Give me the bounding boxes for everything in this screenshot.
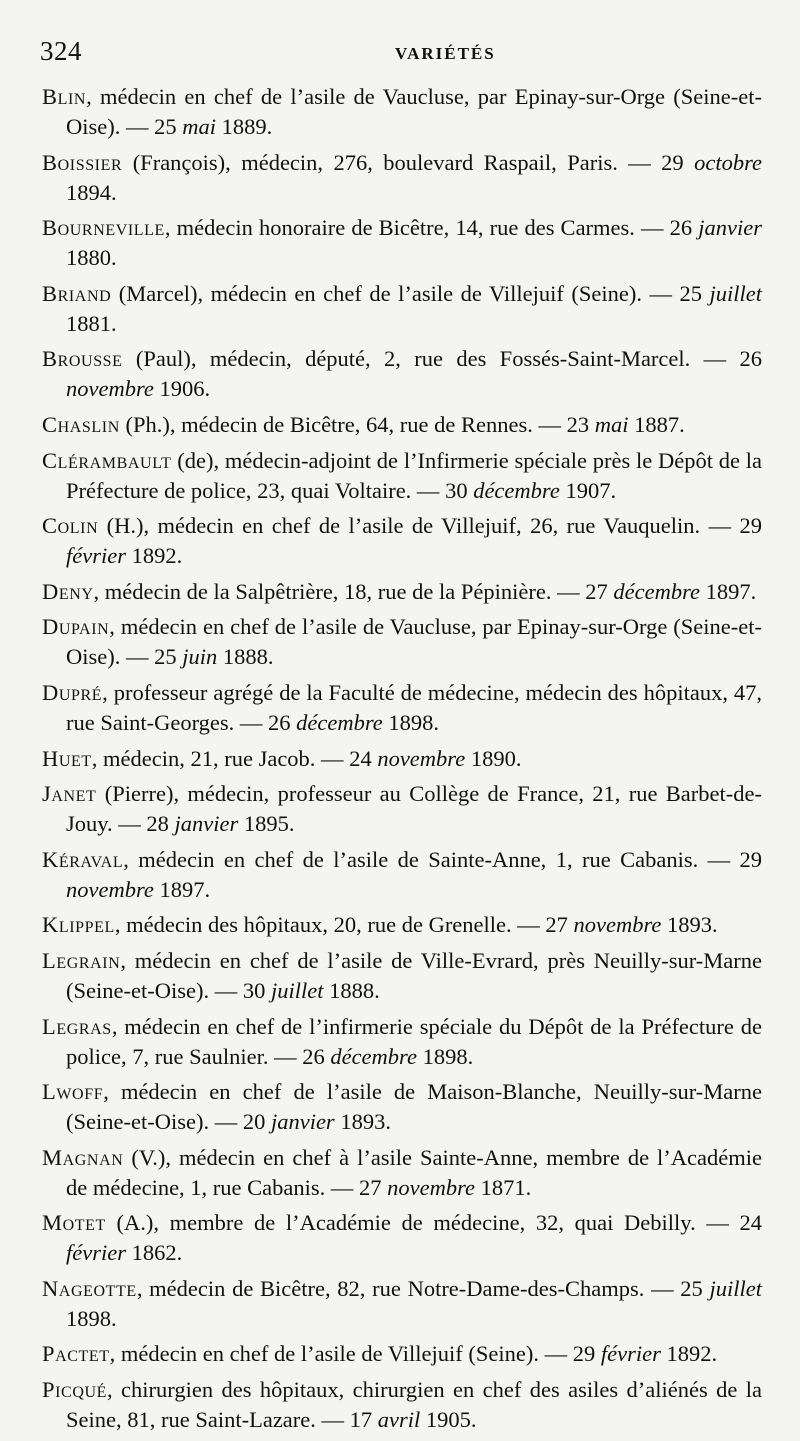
member-description: (de), médecin-adjoint de l’Infirmerie spéciale près le Dépôt de la Préfecture de police, 23, quai Voltaire. — (66, 447, 762, 503)
member-name: Nageotte (42, 1275, 137, 1301)
member-date-month: décembre (473, 477, 560, 503)
member-date-month: juillet (270, 977, 324, 1003)
list-item (42, 1339, 762, 1369)
member-date-day: 27 (359, 1174, 382, 1200)
member-date-day: 27 (585, 578, 608, 604)
member-date-year: 1898. (416, 1043, 474, 1069)
list-item (42, 1077, 762, 1137)
list-item (42, 1208, 762, 1268)
member-name: Deny (42, 578, 94, 604)
list-item (42, 410, 762, 440)
member-date-year: 1862. (125, 1240, 183, 1266)
member-list (42, 82, 762, 1441)
member-description: (Paul), médecin, député, 2, rue des Fossés-Saint-Marcel. — (122, 346, 740, 372)
member-name: Magnan (42, 1144, 124, 1170)
member-date-year: 1888. (323, 977, 380, 1003)
list-item (42, 946, 762, 1006)
member-date-month: novembre (66, 376, 154, 402)
member-date-month: mai (594, 411, 629, 437)
member-name: Motet (42, 1210, 106, 1236)
member-name: Brousse (42, 346, 123, 372)
member-name: Dupré (42, 679, 103, 705)
member-name: Legrain (42, 947, 121, 973)
member-date-day: 29 (661, 149, 684, 175)
list-item (42, 910, 762, 940)
member-date-year: 1906. (153, 376, 211, 402)
member-date-day: 24 (739, 1210, 762, 1236)
list-item (42, 446, 762, 506)
member-description: (A.), membre de l’Académie de médecine, 32, quai Debilly. — (105, 1210, 740, 1236)
member-name: Clérambault (42, 447, 172, 473)
member-name: Lwoff (42, 1079, 104, 1105)
member-date-day: 23 (566, 411, 590, 437)
page-number: 324 (40, 36, 82, 66)
member-description: (H.), médecin en chef de l’asile de Villejuif, 26, rue Vauquelin. — (98, 513, 740, 539)
member-date-month: février (600, 1341, 661, 1367)
member-date-day: 17 (349, 1407, 373, 1433)
running-head: VARIÉTÉS (395, 44, 496, 63)
member-name: Boissier (42, 149, 123, 175)
member-name: Legras (42, 1013, 112, 1039)
list-item (42, 511, 762, 571)
member-date-month: juin (182, 644, 218, 670)
member-description: , médecin de la Salpêtrière, 18, rue de la Pépinière. — (93, 578, 586, 604)
member-date-year: 1892. (660, 1341, 718, 1367)
member-date-day: 26 (739, 346, 762, 372)
member-date-year: 1895. (238, 811, 295, 837)
list-item (42, 1375, 762, 1435)
member-date-day: 27 (545, 912, 568, 938)
member-date-month: janvier (174, 811, 239, 837)
member-date-year: 1893. (661, 912, 718, 938)
list-item (42, 213, 762, 273)
member-name: Colin (42, 513, 99, 539)
member-name: Briand (42, 280, 112, 306)
member-date-month: décembre (613, 578, 700, 604)
member-date-year: 1905. (420, 1407, 477, 1433)
member-date-year: 1907. (559, 477, 617, 503)
member-date-day: 24 (349, 745, 372, 771)
member-date-month: octobre (694, 149, 763, 175)
member-description: , chirurgien des hôpitaux, chirurgien en chef des asiles d’aliénés de la Seine, 81, rue Saint-Lazare. — (66, 1377, 762, 1433)
page-header (40, 36, 760, 76)
member-date-year: 1880. (66, 245, 117, 271)
member-name: Blin (42, 84, 87, 109)
member-date-day: 25 (679, 280, 702, 306)
member-date-year: 1881. (66, 310, 117, 336)
member-date-year: 1887. (628, 411, 685, 437)
member-description: (Ph.), médecin de Bicêtre, 64, rue de Rennes. — (119, 411, 567, 437)
member-description: , médecin en chef de l’asile de Maison-Blanche, Neuilly-sur-Marne (Seine-et-Oise). — (66, 1079, 762, 1135)
member-date-month: décembre (330, 1043, 417, 1069)
member-date-month: novembre (387, 1174, 476, 1200)
member-date-month: novembre (66, 876, 154, 902)
member-description: , médecin de Bicêtre, 82, rue Notre-Dame-des-Champs. — (136, 1275, 681, 1301)
member-description: , médecin honoraire de Bicêtre, 14, rue des Carmes. — (164, 215, 670, 241)
member-date-year: 1888. (217, 644, 274, 670)
member-name: Klippel (42, 912, 115, 938)
member-name: Pactet (42, 1341, 110, 1367)
member-description: (François), médecin, 276, boulevard Raspail, Paris. — (122, 149, 662, 175)
member-date-day: 20 (242, 1109, 266, 1135)
member-date-year: 1871. (475, 1174, 532, 1200)
list-item (42, 279, 762, 339)
member-name: Kéraval (42, 846, 124, 872)
member-date-day: 29 (739, 846, 762, 872)
member-date-month: juillet (709, 280, 763, 306)
member-date-month: février (66, 543, 126, 569)
member-name: Dupain (42, 614, 110, 640)
member-description: , médecin, 21, rue Jacob. — (91, 745, 350, 771)
member-date-day: 29 (739, 513, 762, 539)
member-description: , médecin en chef de l’asile de Villejuif (Seine). — (109, 1341, 573, 1367)
member-name: Bourneville (42, 215, 165, 241)
member-date-day: 30 (445, 477, 468, 503)
member-description: (Marcel), médecin en chef de l’asile de Villejuif (Seine). — (111, 280, 680, 306)
member-name: Janet (42, 781, 97, 807)
member-date-month: décembre (296, 709, 383, 735)
member-date-day: 26 (302, 1043, 325, 1069)
list-item (42, 845, 762, 905)
list-item (42, 678, 762, 738)
member-description: , médecin en chef de l’asile de Vaucluse, par Epinay-sur-Orge (Seine-et-Oise). — (66, 614, 762, 670)
list-item (42, 577, 762, 607)
member-date-month: janvier (270, 1109, 335, 1135)
member-description: , médecin des hôpitaux, 20, rue de Grenelle. — (114, 912, 546, 938)
member-date-year: 1893. (334, 1109, 391, 1135)
member-date-month: avril (377, 1407, 421, 1433)
member-date-month: mai (182, 114, 216, 139)
member-description: , médecin en chef de l’asile de Vaucluse, par Epinay-sur-Orge (Seine-et-Oise). — (66, 84, 762, 139)
list-item (42, 744, 762, 774)
member-date-year: 1890. (465, 745, 522, 771)
member-description: (Pierre), médecin, professeur au Collège de France, 21, rue Barbet-de-Jouy. — (66, 781, 762, 837)
member-date-day: 30 (242, 977, 266, 1003)
member-description: , professeur agrégé de la Faculté de médecine, médecin des hôpitaux, 47, rue Saint-Georges. — (66, 679, 762, 735)
member-date-year: 1894. (66, 179, 117, 205)
list-item (42, 1012, 762, 1072)
member-description: , médecin en chef de l’asile de Sainte-Anne, 1, rue Cabanis. — (123, 846, 740, 872)
member-date-day: 26 (669, 215, 693, 241)
member-date-year: 1898. (382, 709, 440, 735)
list-item (42, 82, 762, 142)
member-date-day: 25 (680, 1275, 703, 1301)
member-date-month: février (66, 1240, 126, 1266)
member-name: Huet (42, 745, 92, 771)
member-date-year: 1897. (699, 578, 757, 604)
member-date-year: 1898. (66, 1305, 117, 1331)
member-description: (V.), médecin en chef à l’asile Sainte-Anne, membre de l’Académie de médecine, 1, rue Cabanis. — (66, 1144, 762, 1200)
list-item (42, 148, 762, 208)
member-date-day: 28 (146, 811, 169, 837)
list-item (42, 1274, 762, 1334)
member-date-day: 29 (572, 1341, 596, 1367)
member-date-year: 1889. (216, 114, 273, 139)
list-item (42, 612, 762, 672)
member-date-year: 1897. (153, 876, 211, 902)
member-date-month: janvier (698, 215, 763, 241)
member-date-month: novembre (573, 912, 662, 938)
member-date-month: juillet (709, 1275, 762, 1301)
member-date-month: novembre (377, 745, 466, 771)
member-date-day: 25 (154, 644, 177, 670)
list-item (42, 344, 762, 404)
list-item (42, 779, 762, 839)
member-date-day: 25 (154, 114, 177, 139)
list-item (42, 1143, 762, 1203)
member-description: , médecin en chef de l’infirmerie spéciale du Dépôt de la Préfecture de police, 7, rue Saulnier. — (66, 1013, 762, 1069)
member-date-day: 26 (268, 709, 291, 735)
member-date-year: 1892. (125, 543, 183, 569)
member-description: , médecin en chef de l’asile de Ville-Evrard, près Neuilly-sur-Marne (Seine-et-Oise). — (66, 947, 762, 1003)
member-name: Chaslin (42, 411, 120, 437)
member-name: Picqué (42, 1377, 107, 1403)
